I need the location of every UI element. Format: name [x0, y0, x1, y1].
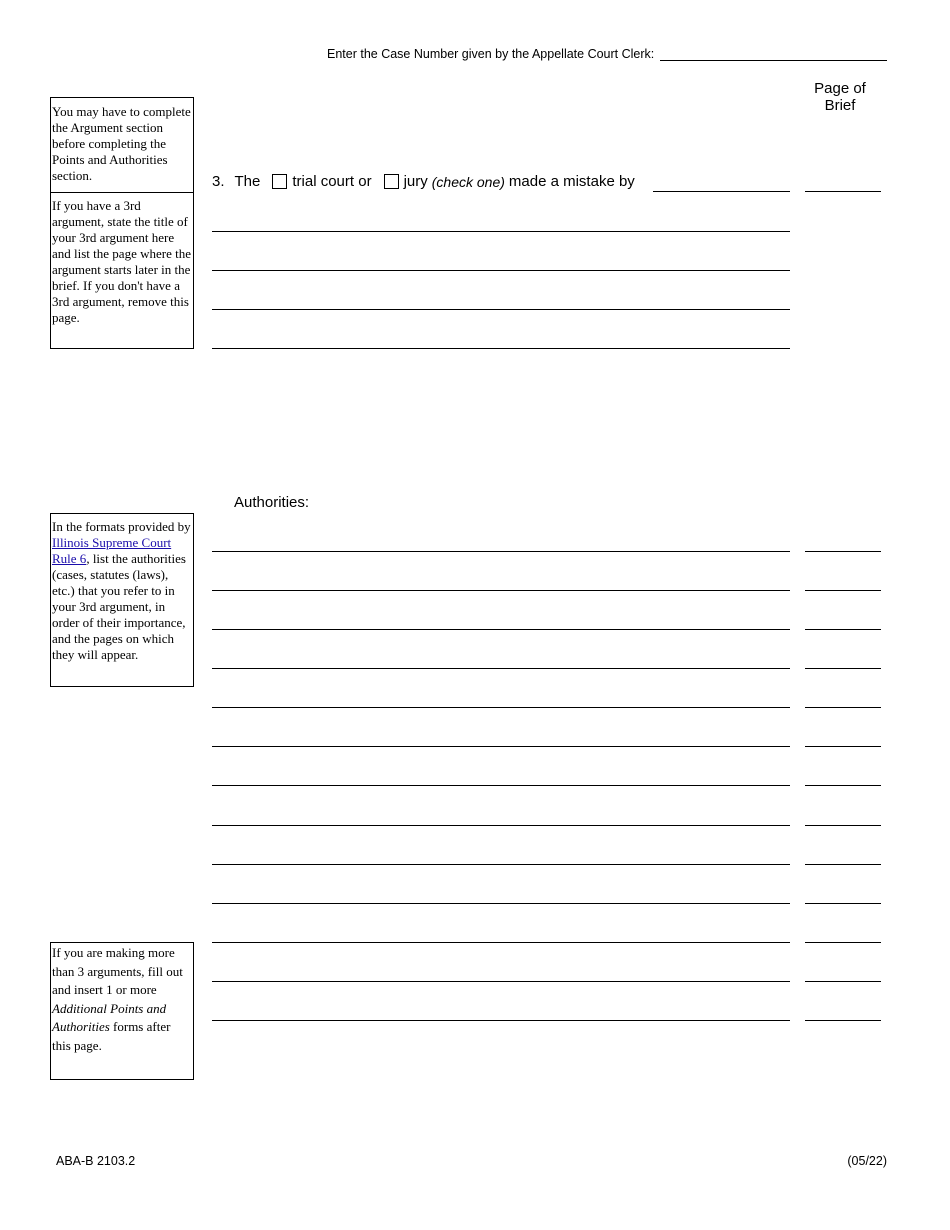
argument-3-row	[212, 173, 635, 190]
instruction-text-suffix: forms after this page.	[52, 1019, 171, 1053]
page-of-brief-line2: Brief	[824, 97, 856, 114]
form-revision-date: (05/22)	[847, 1154, 887, 1168]
argument-title-line[interactable]	[212, 348, 790, 349]
instruction-text-prefix: If you are making more than 3 arguments, fill out and insert 1 or more	[52, 945, 183, 997]
authority-line[interactable]	[212, 1020, 790, 1021]
instruction-text-prefix: In the formats provided by	[52, 519, 191, 534]
argument-number: 3.	[212, 173, 225, 190]
authority-page-line[interactable]	[805, 903, 881, 904]
authority-page-line[interactable]	[805, 668, 881, 669]
instruction-text-form-name: Additional Points and Authorities	[52, 1000, 167, 1034]
argument-the: The	[234, 173, 261, 190]
argument-title-line[interactable]	[212, 270, 790, 271]
argument-title-line[interactable]	[212, 309, 790, 310]
case-number-label: Enter the Case Number given by the Appellate Court Clerk:	[327, 47, 655, 61]
argument-page-field[interactable]	[805, 191, 881, 192]
authority-page-line[interactable]	[805, 864, 881, 865]
authority-line[interactable]	[212, 942, 790, 943]
instruction-box-third-argument	[50, 192, 194, 349]
authority-page-line[interactable]	[805, 1020, 881, 1021]
case-number-field[interactable]	[660, 60, 887, 61]
trial-court-label: trial court or	[292, 173, 372, 190]
authority-line[interactable]	[212, 668, 790, 669]
supreme-court-rule-6-link[interactable]: Illinois Supreme Court Rule 6	[52, 535, 172, 566]
authority-page-line[interactable]	[805, 746, 881, 747]
authority-page-line[interactable]	[805, 785, 881, 786]
authorities-heading: Authorities:	[234, 494, 310, 511]
authority-line[interactable]	[212, 785, 790, 786]
trial-court-checkbox[interactable]	[272, 174, 287, 189]
jury-checkbox[interactable]	[384, 174, 399, 189]
form-number: ABA-B 2103.2	[56, 1154, 136, 1168]
authority-line[interactable]	[212, 746, 790, 747]
authority-line[interactable]	[212, 629, 790, 630]
authority-line[interactable]	[212, 590, 790, 591]
authority-page-line[interactable]	[805, 629, 881, 630]
authority-page-line[interactable]	[805, 942, 881, 943]
instruction-text: You may have to complete the Argument section before completing the Points and Authorities section.	[52, 104, 191, 183]
page-of-brief-heading	[808, 80, 872, 114]
authority-line[interactable]	[212, 864, 790, 865]
argument-title-line[interactable]	[212, 231, 790, 232]
authority-page-line[interactable]	[805, 590, 881, 591]
page-of-brief-line1: Page of	[814, 80, 866, 97]
authority-line[interactable]	[212, 981, 790, 982]
authority-page-line[interactable]	[805, 707, 881, 708]
instruction-text: If you have a 3rd argument, state the title of your 3rd argument here and list the page where the argument starts later in the brief. If you don't have a 3rd argument, remove this page.	[52, 198, 191, 325]
authority-page-line[interactable]	[805, 551, 881, 552]
made-mistake-label: made a mistake by	[508, 173, 635, 190]
authority-page-line[interactable]	[805, 981, 881, 982]
instruction-text-suffix: , list the authorities (cases, statutes (laws), etc.) that you refer to in your 3rd argument, in order of their importance, and the pages on which they will appear.	[52, 551, 186, 662]
authority-line[interactable]	[212, 825, 790, 826]
instruction-box-authorities	[50, 513, 194, 687]
instruction-box-argument-first	[50, 97, 194, 193]
authority-page-line[interactable]	[805, 825, 881, 826]
authority-line[interactable]	[212, 903, 790, 904]
jury-label: jury	[403, 173, 428, 190]
authority-line[interactable]	[212, 707, 790, 708]
instruction-box-more-arguments	[50, 942, 194, 1080]
authority-line[interactable]	[212, 551, 790, 552]
argument-title-field[interactable]	[653, 191, 790, 192]
check-one-hint: (check one)	[431, 173, 505, 190]
